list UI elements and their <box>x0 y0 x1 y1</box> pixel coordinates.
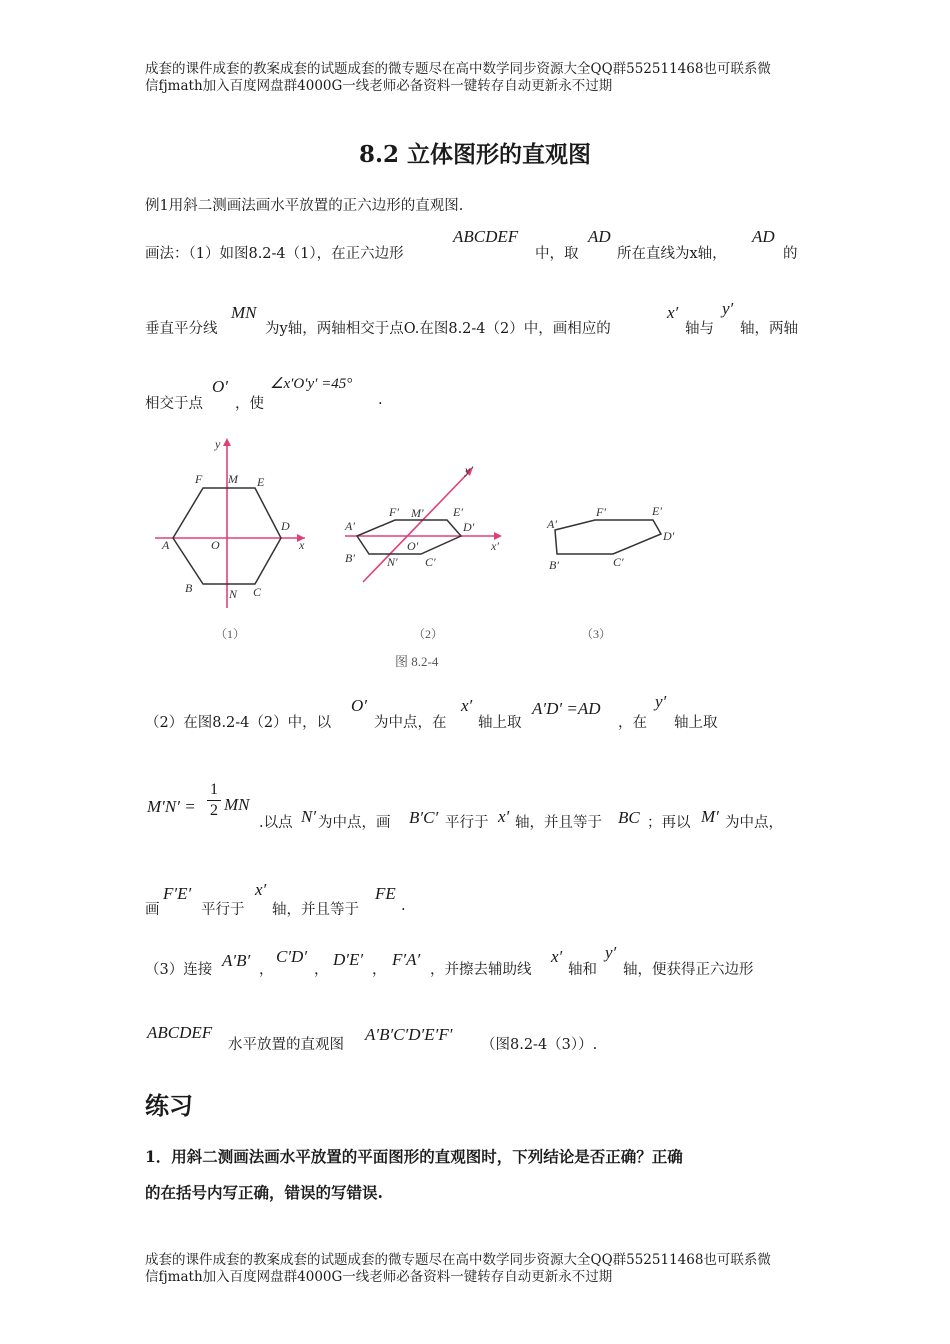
step2-x-prime-2: x′ <box>498 807 510 826</box>
step2-text-j: ；再以 <box>647 815 691 831</box>
fig3-label-b-prime: B′ <box>549 558 559 572</box>
fig1-label-d: D <box>281 519 290 533</box>
step3-hexagon-name: ABCDEF <box>147 1023 213 1042</box>
fig2-label-b-prime: B′ <box>345 551 355 565</box>
step1-text-c: 所在直线为x轴， <box>617 246 727 262</box>
step2-text-c: 轴上取 <box>478 715 522 731</box>
step2-text-h: 平行于 <box>445 815 489 831</box>
step2-text-n: 轴，并且等于 <box>272 902 359 918</box>
step2-x-prime-3: x′ <box>255 880 267 899</box>
fig2-label-y-prime: y′ <box>465 463 473 477</box>
fig3-label-e-prime: E′ <box>652 504 662 518</box>
fig3-label-d-prime: D′ <box>663 529 675 543</box>
step1-text-h: 轴，两轴 <box>740 321 798 337</box>
fig1-label-f: F <box>195 472 203 486</box>
step1-text-f: 为y轴，两轴相交于点O.在图8.2-4（2）中，画相应的 <box>265 321 611 337</box>
segment-ab-prime: A′B′ <box>222 951 251 970</box>
step3-text-c: 轴和 <box>568 962 597 978</box>
fig1-label-o: O <box>211 538 220 552</box>
fig1-label-n: N <box>229 587 238 601</box>
fig2-label-f-prime: F′ <box>389 505 399 519</box>
axis-x-prime: x′ <box>667 303 679 322</box>
step2-text-l: 画 <box>145 902 160 918</box>
fraction-numerator: 1 <box>210 781 218 798</box>
fig2-label-o-prime: O′ <box>407 539 419 553</box>
step3-text-e: 水平放置的直观图 <box>228 1037 344 1053</box>
step1-text-a: 画法：（1）如图8.2-4（1），在正六边形 <box>145 246 404 262</box>
step3-sep-3: ， <box>372 962 387 978</box>
fig2-label-d-prime: D′ <box>463 520 475 534</box>
point-o-prime: O′ <box>212 377 228 396</box>
step1-text-d: 的 <box>783 246 798 262</box>
footer-line-1: 成套的课件成套的教案成套的试题成套的微专题尽在高中数学同步资源大全QQ群552511468也可联系微 <box>145 1252 771 1268</box>
segment-cd-prime: C′D′ <box>276 947 308 966</box>
step3-sep-1: ， <box>259 962 274 978</box>
fig1-label-x: x <box>299 538 305 552</box>
fig1-label-a: A <box>162 538 170 552</box>
fig3-oblique-hexagon <box>555 520 661 554</box>
fig2-label-x-prime: x′ <box>491 539 499 553</box>
step2-text-e: 轴上取 <box>674 715 718 731</box>
step2-text-i: 轴，并且等于 <box>515 815 602 831</box>
example-statement: 例1用斜二测画法画水平放置的正六边形的直观图. <box>145 198 464 214</box>
fig3-label-a-prime: A′ <box>547 517 557 531</box>
step2-text-f: .以点 <box>259 815 293 831</box>
step3-text-d: 轴，便获得正六边形 <box>623 962 754 978</box>
fig2-label-a-prime: A′ <box>345 519 355 533</box>
page-footer <box>145 1252 815 1286</box>
segment-ad-2: AD <box>752 227 775 246</box>
fig2-caption: （2） <box>413 627 444 641</box>
fig1-label-b: B <box>185 581 193 595</box>
step3-sep-2: ， <box>314 962 329 978</box>
fig2-label-n-prime: N′ <box>387 555 398 569</box>
step1-text-e: 垂直平分线 <box>145 321 218 337</box>
practice-heading: 练习 <box>145 1091 193 1120</box>
fig1-y-arrow-icon <box>223 438 231 446</box>
segment-fe-prime: F′E′ <box>163 884 192 903</box>
segment-mn: MN <box>231 303 257 322</box>
fig1-label-c: C <box>253 585 262 599</box>
step2-o-prime: O′ <box>351 696 367 715</box>
step1-text-g: 轴与 <box>685 321 714 337</box>
fig2-label-m-prime: M′ <box>411 506 424 520</box>
segment-bc-prime: B′C′ <box>409 808 439 827</box>
angle-expression: ∠x′O′y′ =45° <box>270 376 353 392</box>
point-m-prime: M′ <box>701 807 719 826</box>
figure-2-construction <box>344 463 502 582</box>
step3-y-prime: y′ <box>605 943 617 962</box>
section-title: 8.2 立体图形的直观图 <box>358 141 592 168</box>
step2-y-prime: y′ <box>655 692 667 711</box>
step2-text-a: （2）在图8.2-4（2）中，以 <box>145 715 332 731</box>
hexagon-prime-name: A′B′C′D′E′F′ <box>365 1025 453 1044</box>
fig2-label-c-prime: C′ <box>425 555 436 569</box>
fig1-label-y: y <box>215 437 221 451</box>
step2-text-g: 为中点，画 <box>318 815 391 831</box>
header-line-2: 信fjmath加入百度网盘群4000G一线老师必备资料一键转存自动更新永不过期 <box>145 78 613 94</box>
fraction-one-half <box>207 780 221 821</box>
step3-text-a: （3）连接 <box>145 962 213 978</box>
fig2-label-e-prime: E′ <box>453 505 463 519</box>
figure-8-2-4 <box>145 430 705 680</box>
fig3-caption: （3） <box>581 627 612 641</box>
step1-text-j: ，使 <box>235 396 264 412</box>
step3-text-f: （图8.2-4（3））. <box>481 1037 598 1053</box>
segment-bc: BC <box>618 808 640 827</box>
step2-text-d: ，在 <box>618 715 647 731</box>
step2-text-k: 为中点， <box>725 815 783 831</box>
step2-text-m: 平行于 <box>201 902 245 918</box>
fig1-label-m: M <box>228 472 238 486</box>
segment-fe: FE <box>375 884 396 903</box>
axis-y-prime: y′ <box>722 299 734 318</box>
footer-line-2: 信fjmath加入百度网盘群4000G一线老师必备资料一键转存自动更新永不过期 <box>145 1269 613 1285</box>
fig3-label-f-prime: F′ <box>596 505 606 519</box>
step1-text-k: . <box>378 392 383 408</box>
fig1-label-e: E <box>257 475 265 489</box>
header-line-1: 成套的课件成套的教案成套的试题成套的微专题尽在高中数学同步资源大全QQ群552511468也可联系微 <box>145 61 771 77</box>
figure-3-result <box>546 504 675 572</box>
fraction-denominator: 2 <box>210 802 218 819</box>
segment-de-prime: D′E′ <box>333 950 364 969</box>
point-n-prime: N′ <box>301 807 317 826</box>
segment-ad: AD <box>588 227 611 246</box>
practice-q1-line1: 1．用斜二测画法画水平放置的平面图形的直观图时，下列结论是否正确？正确 <box>145 1147 683 1166</box>
step1-text-b: 中，取 <box>535 246 579 262</box>
segment-fa-prime: F′A′ <box>392 950 421 969</box>
fig1-caption: （1） <box>215 627 246 641</box>
fig3-label-c-prime: C′ <box>613 555 624 569</box>
eq-mn-lhs: M′N′ = <box>147 797 196 816</box>
step2-x-prime: x′ <box>461 696 473 715</box>
figure-1-regular-hexagon <box>155 437 305 608</box>
step2-text-b: 为中点，在 <box>374 715 447 731</box>
practice-q1-line2: 的在括号内写正确，错误的写错误. <box>145 1183 383 1202</box>
page-header <box>145 61 815 95</box>
eq-mn-rhs: MN <box>224 795 250 814</box>
step2-text-o: . <box>401 898 406 914</box>
eq-ad: A′D′ =AD <box>532 699 601 718</box>
step3-x-prime: x′ <box>551 947 563 966</box>
step3-text-b: ，并擦去辅助线 <box>430 962 532 978</box>
hexagon-name: ABCDEF <box>453 227 519 246</box>
step1-text-i: 相交于点 <box>145 396 203 412</box>
step1-line1 <box>145 242 404 263</box>
figure-caption: 图 8.2-4 <box>395 654 439 669</box>
